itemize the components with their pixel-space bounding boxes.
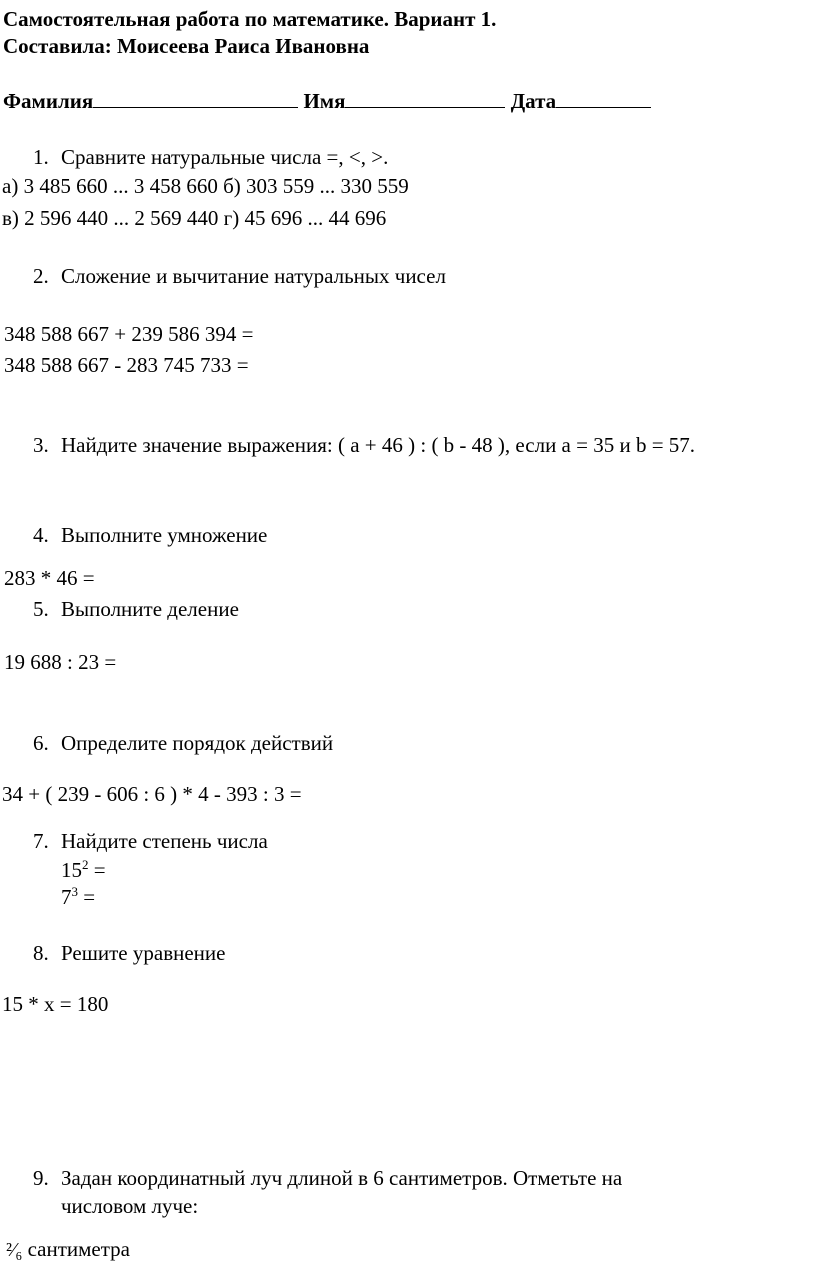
task-9-fraction-line: ²⁄₆ сантиметра xyxy=(6,1237,130,1261)
worksheet-title: Самостоятельная работа по математике. Вариант 1. xyxy=(3,7,497,31)
date-blank[interactable] xyxy=(556,89,651,108)
task-5-heading: 5. Выполните деление xyxy=(33,597,239,621)
task-7-heading: 7. Найдите степень числа xyxy=(33,829,268,853)
task-8-heading: 8. Решите уравнение xyxy=(33,941,226,965)
task-2-subtraction: 348 588 667 - 283 745 733 = xyxy=(4,353,249,377)
task-9-heading-cont: числовом луче: xyxy=(61,1194,199,1218)
task-4-heading: 4. Выполните умножение xyxy=(33,523,268,547)
fraction: ²⁄₆ xyxy=(6,1239,23,1261)
task-1-heading: 1. Сравните натуральные числа =, <, >. xyxy=(33,145,389,169)
task-9-heading: 9. Задан координатный луч длиной в 6 сантиметров. Отметьте на xyxy=(33,1166,623,1190)
task-7-power-1: $15^2$ = xyxy=(61,857,106,882)
surname-label: Фамилия xyxy=(3,89,94,113)
task-2-heading: 2. Сложение и вычитание натуральных чисел xyxy=(33,264,446,288)
task-2-addition: 348 588 667 + 239 586 394 = xyxy=(4,322,254,346)
surname-blank[interactable] xyxy=(93,89,298,108)
task-6-expression: 34 + ( 239 - 606 : 6 ) * 4 - 393 : 3 = xyxy=(2,782,302,806)
task-4-expression: 283 * 46 = xyxy=(4,566,95,590)
name-label: Имя xyxy=(303,89,346,113)
author-line: Составила: Моисеева Раиса Ивановна xyxy=(3,34,370,58)
student-info-line xyxy=(3,89,651,114)
task-7-power-2: $7^3$ = xyxy=(61,884,96,909)
date-label: Дата xyxy=(510,89,557,113)
task-3-heading: 3. Найдите значение выражения: ( a + 46 ) : ( b - 48 ), если a = 35 и b = 57. xyxy=(33,433,696,457)
task-6-heading: 6. Определите порядок действий xyxy=(33,731,334,755)
name-blank[interactable] xyxy=(345,89,505,108)
task-1-line-c-d: в) 2 596 440 ... 2 569 440 г) 45 696 ... 44 696 xyxy=(2,206,387,230)
task-1-line-a-b: а) 3 485 660 ... 3 458 660 б) 303 559 ... 330 559 xyxy=(2,174,409,198)
task-5-expression: 19 688 : 23 = xyxy=(4,650,117,674)
task-8-equation: 15 * x = 180 xyxy=(2,992,109,1016)
